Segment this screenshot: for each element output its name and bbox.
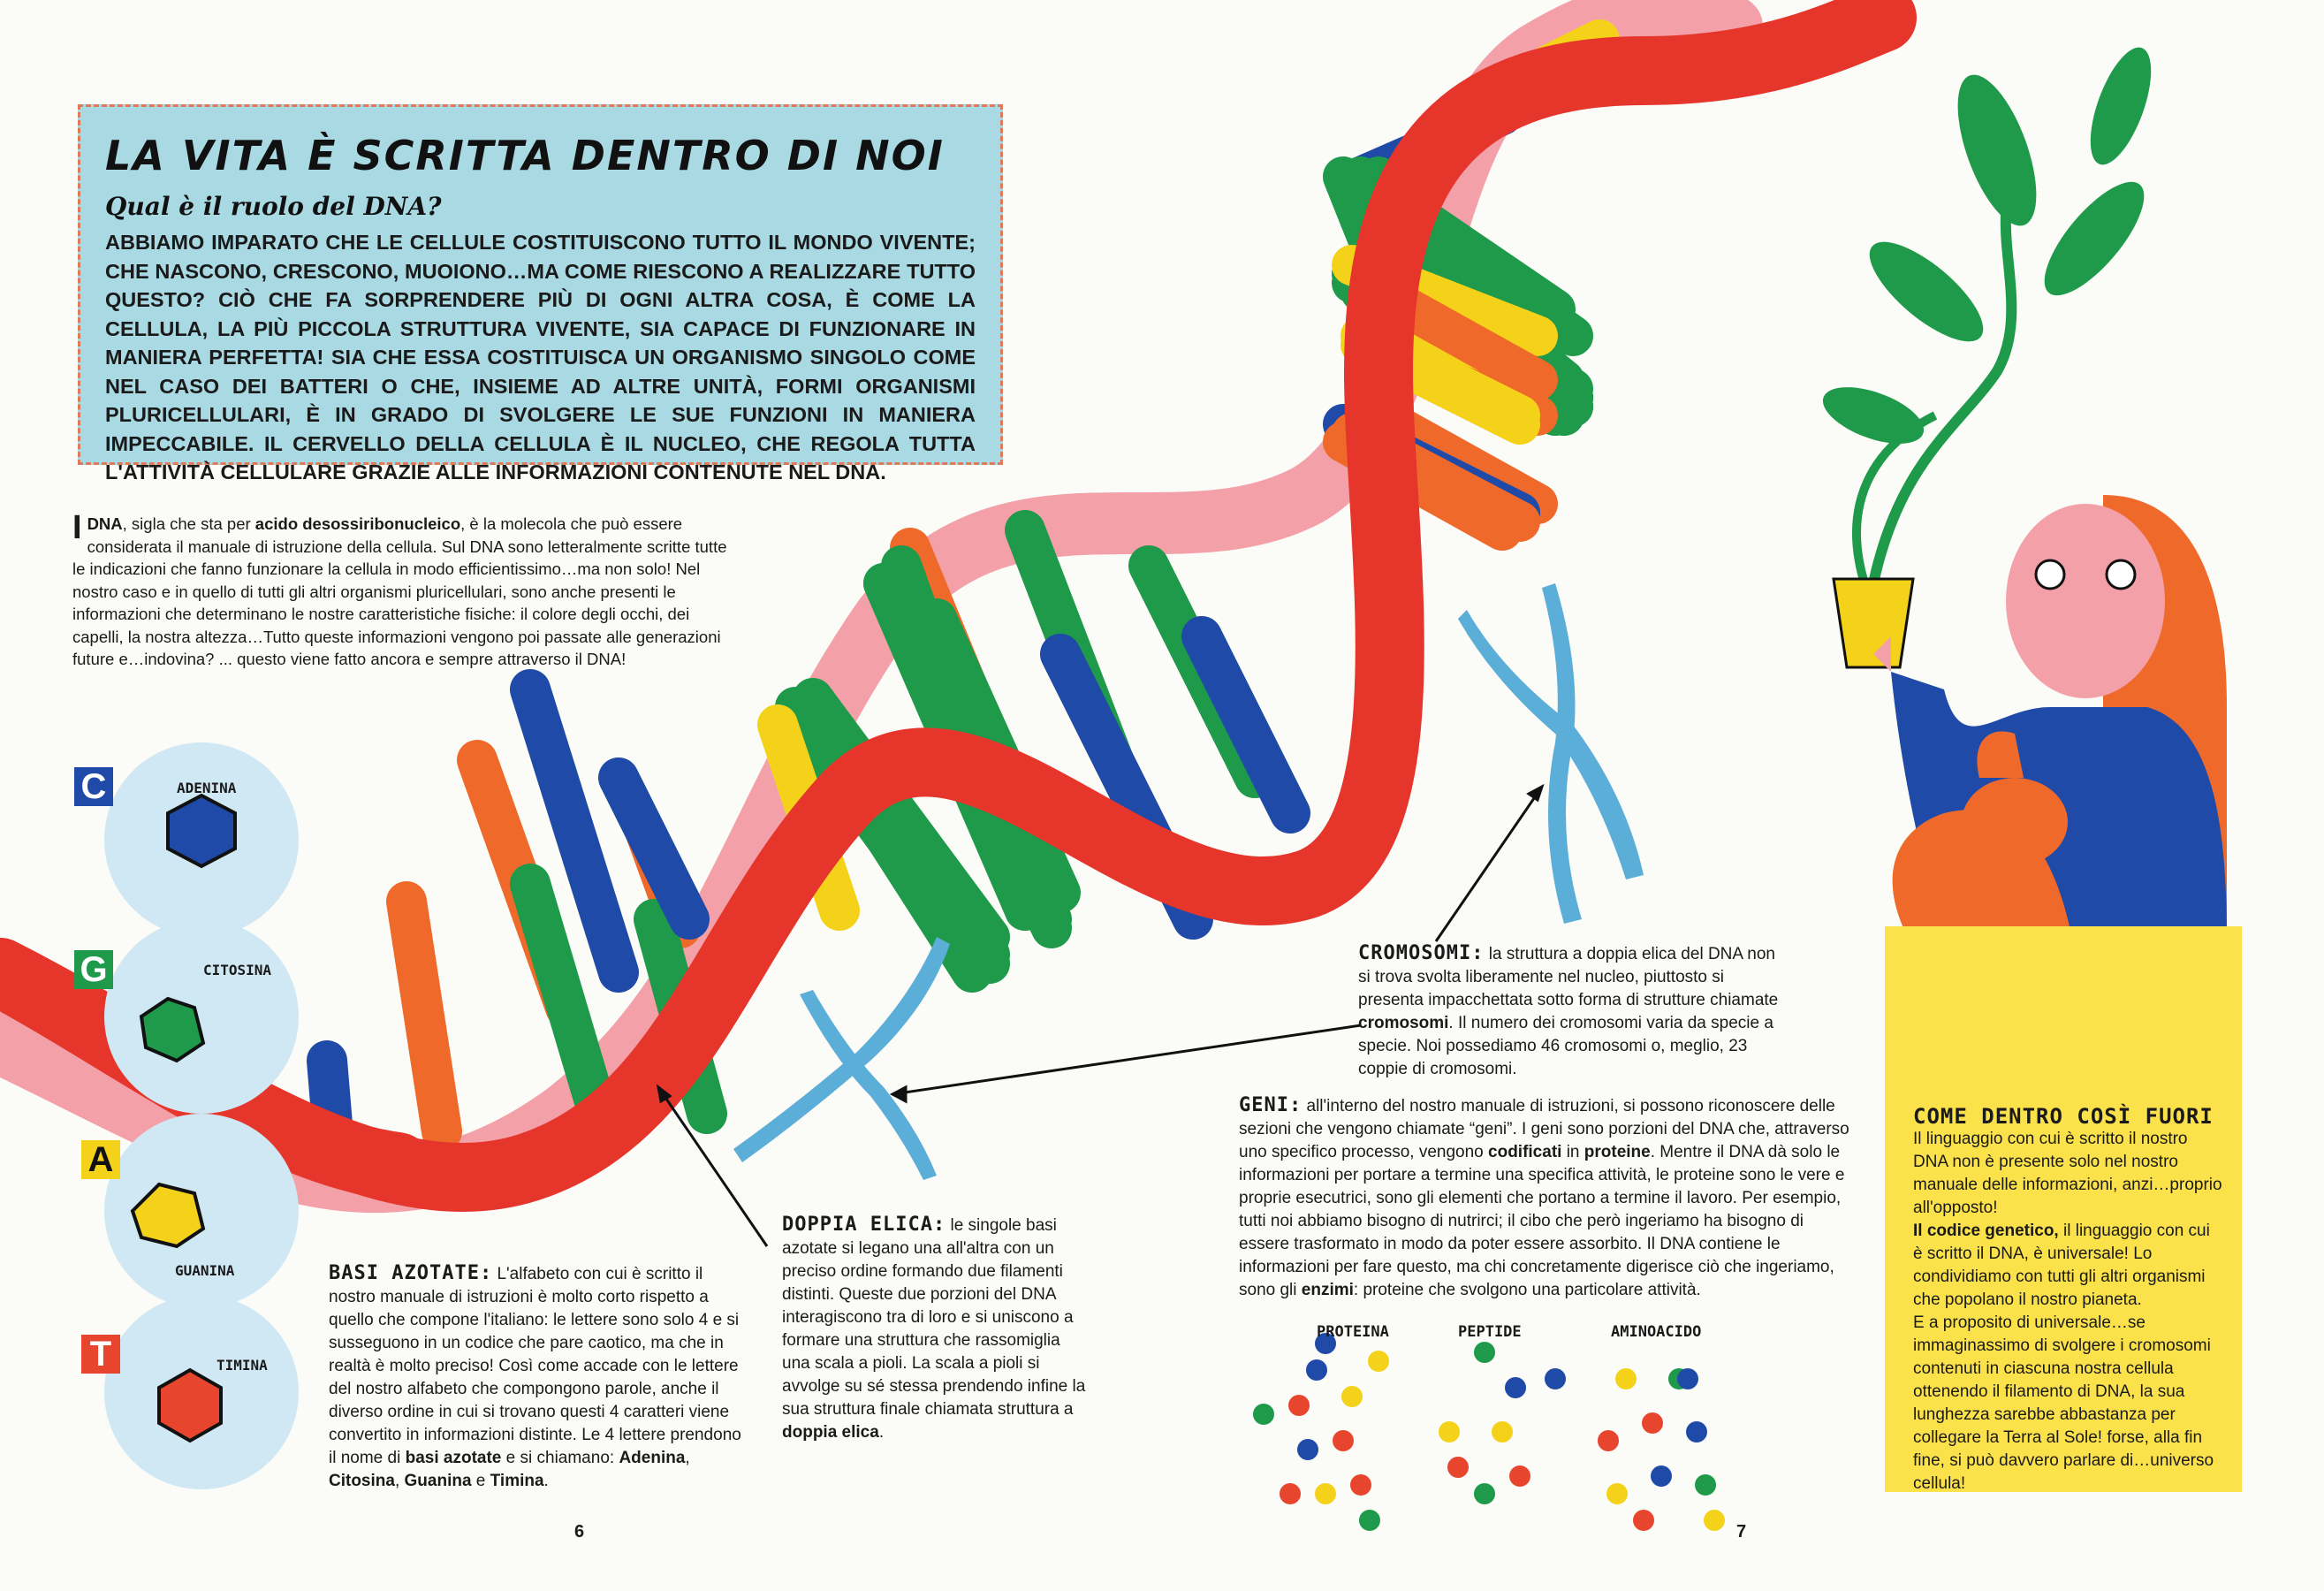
basi-bold-4: Guanina [404,1472,472,1490]
cromo-text-1: la struttura a doppia elica del DNA non si trova svolta liberamente nel nucleo, piuttosto si presenta impacchettata sotto forma di strutture chiamate [1358,945,1779,1009]
acido-bold: acido desossiribonucleico [254,514,461,533]
intro-box-text: ABBIAMO IMPARATO CHE LE CELLULE COSTITUISCONO TUTTO IL MONDO VIVENTE; CHE NASCONO, CRESCONO, MUOIONO…MA COME RIESCONO A REALIZZARE TUTTO QUESTO? CIÒ CHE FA SORPRENDERE PIÙ DI OGNI ALTRA COSA, È COME LA CELLULA, LA PIÙ PICCOLA STRUTTURA VIVENTE, SIA CAPACE DI FUNZIONARE IN MANIERA PERFETTA! SIA CHE ESSA COSTITUISCA UN ORGANISMO SINGOLO COME NEL CASO DEI BATTERI O CHE, INSIEME AD ALTRE UNITÀ, FORMI ORGANISMI PLURICELLULARI, È IN GRADO DI SVOLGERE LE SUE FUNZIONI IN MANIERA IMPECCABILE. IL CERVELLO DELLA CELLULA È IL NUCLEO, CHE REGOLA TUTTA L'ATTIVITÀ CELLULARE GRAZIE ALLE INFORMAZIONI CONTENUTE NEL DNA. [105,231,976,483]
base-letter-c: C [74,767,113,806]
basi-bold-5: Timina [490,1472,544,1490]
basi-heading: BASI AZOTATE: [329,1262,493,1284]
basi-bold-1: basi azotate [405,1449,502,1467]
basi-text-4: , [394,1472,405,1490]
basi-text-1: L'alfabeto con cui è scritto il nostro manuale di istruzioni è molto corto rispetto a quello che compone l'italiano: le lettere sono solo 4 e si susseguono in un codice che pare caotico, ma che in realtà è molto preciso! Così come accade con le lettere del nostro alfabeto che compongono parole, anche il diverso ordine in cui si trovano questi 4 caratteri viene convertito in informazioni distinte. Le 4 lettere prendono il nome di [329,1265,741,1467]
geni-bold-3: enzimi [1301,1281,1354,1299]
base-name-guanina: GUANINA [175,1262,235,1279]
label-peptide: PEPTIDE [1458,1323,1522,1341]
base-letter-t: T [81,1335,120,1374]
label-proteina: PROTEINA [1317,1323,1389,1341]
geni-text-2: in [1561,1143,1584,1161]
geni-bold-1: codificati [1488,1143,1562,1161]
intro-text-1: , sigla che sta per [122,514,255,533]
doppia-bold-1: doppia elica [782,1423,879,1442]
page-number-right: 7 [1736,1522,1747,1542]
geni-text-1: all'interno del nostro manuale di istruzioni, si possono riconoscere delle sezioni che vengono chiamate “geni”. I geni sono porzioni del DNA che, attraverso uno specifico processo, vengono [1239,1097,1849,1161]
drop-cap: I [72,509,82,546]
cromo-heading: CROMOSOMI: [1358,942,1485,964]
come-text-2: il linguaggio con cui è scritto il DNA, è universale! Lo condividiamo con tutti gli altri organismi che popolano il nostro pianeta. [1913,1222,2210,1309]
doppia-heading: DOPPIA ELICA: [782,1214,946,1236]
doppia-elica-paragraph [782,1214,1087,1444]
come-dentro-paragraph [1913,1105,2222,1496]
geni-paragraph [1239,1094,1857,1302]
come-heading: COME DENTRO COSÌ FUORI [1913,1104,2214,1129]
page-title: LA VITA È SCRITTA DENTRO DI NOI [105,132,945,179]
base-name-citosina: CITOSINA [203,962,272,978]
base-name-adenina: ADENINA [177,780,237,796]
doppia-text-1: le singole basi azotate si legano una all'altra con un preciso ordine formando due filamenti distinti. Queste due porzioni del DNA interagiscono tra di loro e si uniscono a formare una struttura che rassomiglia una scala a pioli. La scala a pioli si avvolge su sé stessa prendendo infine la sua struttura finale chiamata struttura a [782,1216,1086,1419]
intro-box [78,104,1003,483]
come-text-3: E a proposito di universale…se immaginassimo di svolgere i cromosomi contenuti in ciascuna nostra cellula ottenendo il filamento di DNA, la sua lunghezza sarebbe abbastanza per collegare la Terra al Sole! forse, alla fin fine, si può davvero parlare di…universo cellula! [1913,1313,2214,1493]
geni-heading: GENI: [1239,1094,1303,1116]
label-aminoacido: AMINOACIDO [1611,1323,1702,1341]
basi-bold-3: Citosina [329,1472,395,1490]
cromo-bold-1: cromosomi [1358,1014,1449,1032]
come-text-1: Il linguaggio con cui è scritto il nostro DNA non è presente solo nel nostro manuale delle informazioni, anzi…proprio all'opposto! [1913,1130,2222,1217]
page-number-left: 6 [574,1522,585,1542]
base-letter-g: G [74,950,113,989]
basi-text-6: . [543,1472,549,1490]
dna-bold: DNA [87,514,123,533]
geni-text-3: . Mentre il DNA dà solo le informazioni per portare a termine una specifica attività, le proteine sono le vere e proprie esecutrici, sono gli elementi che portano a termine il lavoro. Per esempio, tutti noi abbiamo bisogno di nutrirci; il cibo che però ingeriamo ha bisogno di essere trasformato in modo da poter essere assorbito. Il DNA contiene le informazioni per fare questo, ma chi concretamente digerisce ciò che ingeriamo, sono gli [1239,1143,1845,1299]
basi-azotate-paragraph [329,1262,753,1493]
basi-bold-2: Adenina [619,1449,686,1467]
basi-text-3: , [685,1449,690,1467]
basi-text-5: e [471,1472,490,1490]
dna-intro-paragraph [72,509,744,671]
cromosomi-paragraph [1358,942,1791,1081]
basi-text-2: e si chiamano: [501,1449,619,1467]
geni-bold-2: proteine [1584,1143,1651,1161]
base-name-timina: TIMINA [216,1357,268,1374]
cromo-text-2: . Il numero dei cromosomi varia da specie a specie. Noi possediamo 46 cromosomi o, meglio, 23 coppie di cromosomi. [1358,1014,1773,1078]
come-bold-1: Il codice genetico, [1913,1222,2059,1240]
base-letter-a: A [81,1140,120,1179]
page-subtitle: Qual è il ruolo del DNA? [105,192,442,221]
geni-text-4: : proteine che svolgono una particolare attività. [1353,1281,1701,1299]
doppia-text-2: . [878,1423,885,1442]
intro-text-2: , è la molecola che può essere considerata il manuale di istruzione della cellula. Sul DNA sono letteralmente scritte tutte le indicazioni che fanno funzionare la cellula in modo efficientissimo…ma non solo! Nel nostro caso e in quello di tutti gli altri organismi pluricellulari, sono anche presenti le informazioni che determinano le nostre caratteristiche fisiche: il colore degli occhi, dei capelli, la nostra altezza…Tutto queste informazioni vengono poi passate alle generazioni future e…indovina? ... questo viene fatto ancora e sempre attraverso il DNA! [72,514,727,668]
